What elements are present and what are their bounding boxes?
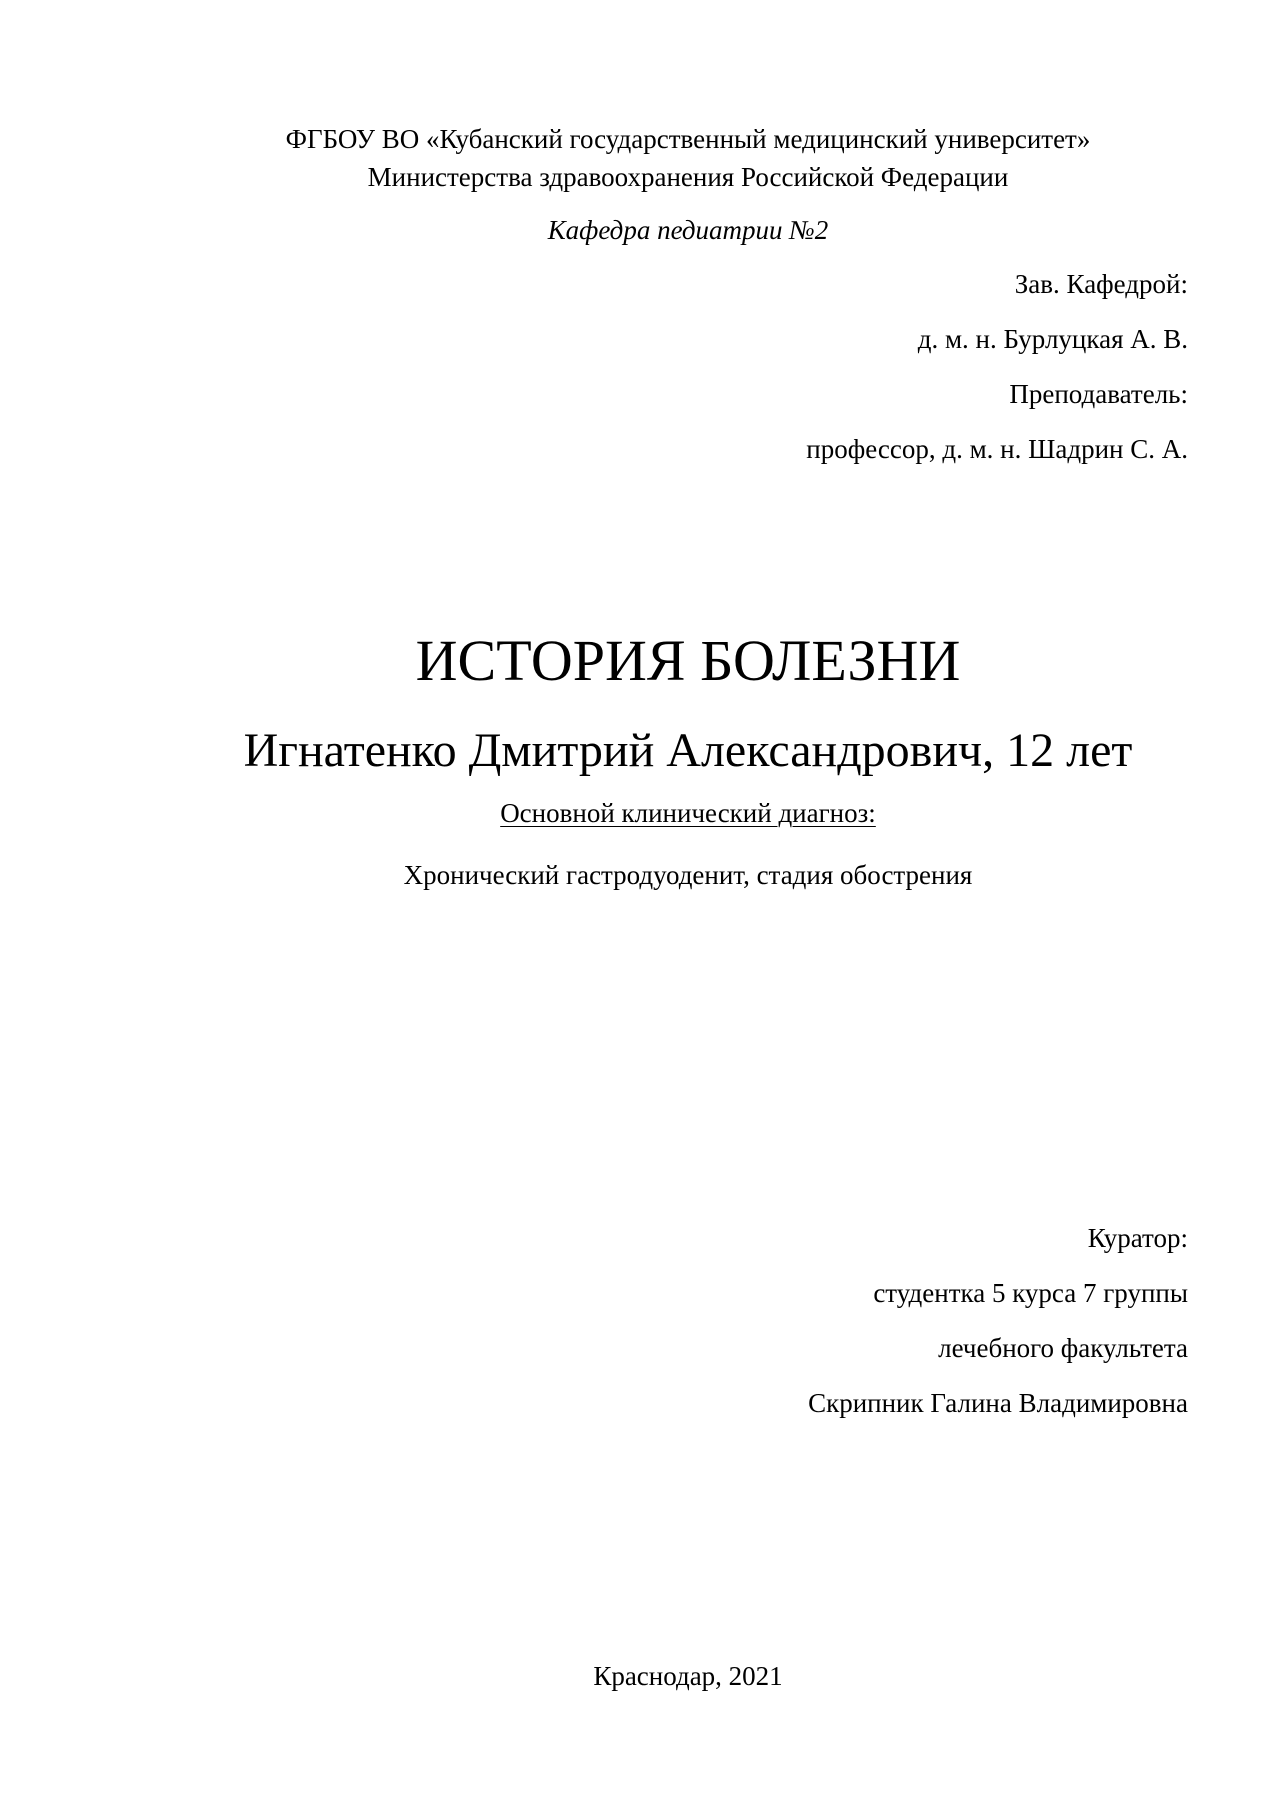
head-of-department-name: д. м. н. Бурлуцкая А. В. xyxy=(917,324,1188,354)
document-title: ИСТОРИЯ БОЛЕЗНИ xyxy=(415,628,961,693)
curator-faculty: лечебного факультета xyxy=(938,1333,1188,1363)
ministry-name: Министерства здравоохранения Российской Федерации xyxy=(367,162,1009,192)
patient-name: Игнатенко Дмитрий Александрович, 12 лет xyxy=(243,724,1133,777)
diagnosis-label: Основной клинический диагноз: xyxy=(500,798,876,828)
teacher-title: Преподаватель: xyxy=(1009,379,1188,409)
curator-name: Скрипник Галина Владимировна xyxy=(808,1388,1188,1418)
curator-title: Куратор: xyxy=(1087,1223,1188,1253)
curator-course: студентка 5 курса 7 группы xyxy=(873,1278,1188,1308)
teacher-name: профессор, д. м. н. Шадрин С. А. xyxy=(806,434,1188,464)
diagnosis-text: Хронический гастродуоденит, стадия обострения xyxy=(403,860,973,890)
head-of-department-title: Зав. Кафедрой: xyxy=(1014,269,1188,299)
department-name: Кафедра педиатрии №2 xyxy=(547,215,829,245)
institution-name: ФГБОУ ВО «Кубанский государственный медицинский университет» xyxy=(285,124,1091,154)
city-year: Краснодар, 2021 xyxy=(593,1661,783,1691)
